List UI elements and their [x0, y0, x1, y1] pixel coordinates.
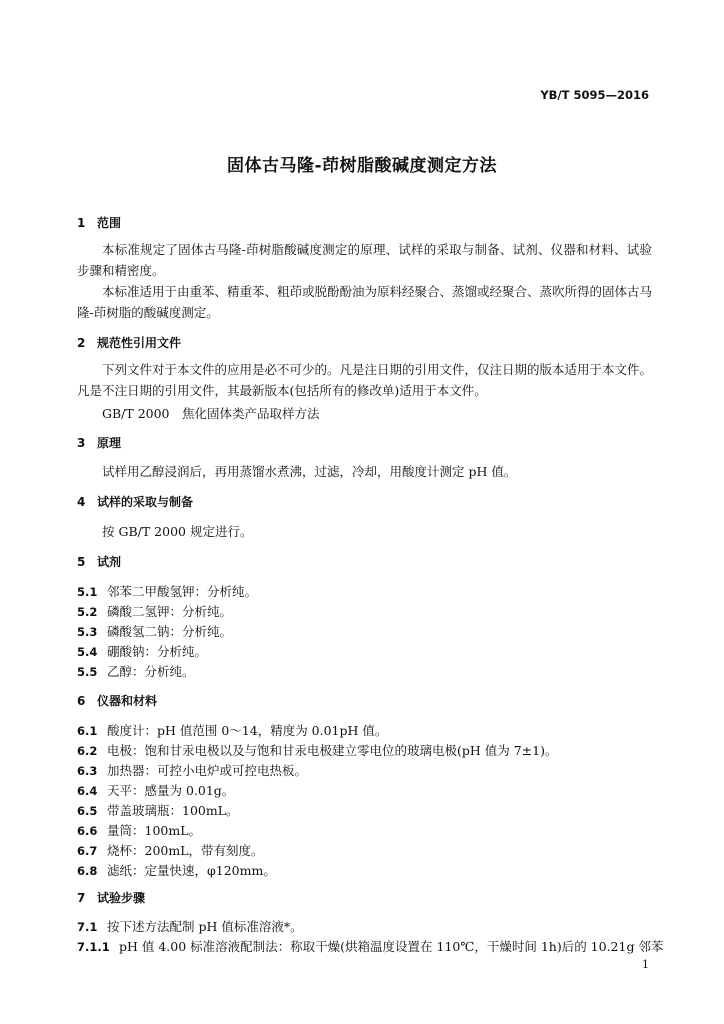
item-text: 滤纸：定量快速，φ120mm。: [107, 863, 276, 878]
list-item: [77, 937, 663, 955]
section-4-paragraph-1: 按 GB/T 2000 规定进行。: [102, 524, 253, 539]
list-item: [77, 821, 201, 839]
item-text: 酸度计：pH 值范围 0～14，精度为 0.01pH 值。: [107, 723, 388, 738]
item-number: 5.1: [77, 585, 98, 599]
section-title: 规范性引用文件: [97, 336, 182, 350]
list-item: [77, 761, 307, 779]
item-text: 邻苯二甲酸氢钾：分析纯。: [107, 584, 258, 599]
section-title: 范围: [97, 216, 122, 230]
item-text: 磷酸氢二钠：分析纯。: [107, 624, 233, 639]
list-item: [77, 781, 234, 799]
list-item: [77, 662, 195, 680]
item-number: 5.2: [77, 605, 98, 619]
section-number: 1: [77, 216, 86, 230]
item-number: 5.3: [77, 625, 98, 639]
item-number: 7.1.1: [77, 940, 110, 954]
list-item: [77, 917, 303, 935]
item-number: 6.5: [77, 804, 98, 818]
section-5-heading: [77, 553, 121, 570]
list-item: [77, 602, 232, 620]
section-3-heading: [77, 434, 121, 451]
item-text: 量筒：100mL。: [107, 823, 202, 838]
section-title: 试验步骤: [97, 891, 146, 905]
section-2-paragraph-1: 下列文件对于本文件的应用是必不可少的。凡是注日期的引用文件，仅注日期的版本适用于本文件。凡是不注日期的引用文件，其最新版本(包括所有的修改单)适用于本文件。: [77, 362, 653, 398]
item-text: 乙醇：分析纯。: [107, 664, 195, 679]
item-number: 5.5: [77, 665, 98, 679]
item-text: 磷酸二氢钾：分析纯。: [107, 604, 233, 619]
standard-number: YB/T 5095—2016: [540, 88, 649, 102]
item-text: 硼酸钠：分析纯。: [107, 644, 208, 659]
item-number: 5.4: [77, 645, 98, 659]
section-number: 3: [77, 436, 86, 450]
section-1-heading: [77, 214, 121, 231]
section-title: 试剂: [97, 555, 122, 569]
section-2-heading: [77, 334, 181, 351]
item-text: 天平：感量为 0.01g。: [107, 783, 235, 798]
item-text: 电极：饱和甘汞电极以及与饱和甘汞电极建立零电位的玻璃电极(pH 值为 7±1)。: [107, 743, 558, 758]
section-title: 原理: [97, 436, 122, 450]
item-number: 6.1: [77, 724, 98, 738]
section-4-heading: [77, 493, 193, 510]
section-3-paragraph-1: 试样用乙醇浸润后，再用蒸馏水煮沸，过滤，冷却，用酸度计测定 pH 值。: [102, 464, 517, 479]
list-item: [77, 861, 276, 879]
document-title: 固体古马隆-茚树脂酸碱度测定方法: [226, 156, 498, 176]
item-number: 6.4: [77, 784, 98, 798]
section-number: 6: [77, 694, 86, 708]
list-item: [77, 741, 557, 759]
item-text: 烧杯：200mL，带有刻度。: [107, 843, 264, 858]
section-title: 仪器和材料: [97, 694, 158, 708]
list-item: [77, 622, 232, 640]
section-number: 7: [77, 891, 86, 905]
list-item: [77, 801, 239, 819]
list-item: [77, 721, 387, 739]
section-1-paragraph-1: 本标准规定了固体古马隆-茚树脂酸碱度测定的原理、试样的采取与制备、试剂、仪器和材料、试验步骤和精密度。: [77, 242, 652, 278]
section-7-heading: [77, 889, 145, 906]
item-text: 加热器：可控小电炉或可控电热板。: [107, 763, 308, 778]
page-number: 1: [642, 958, 649, 971]
item-number: 6.2: [77, 744, 98, 758]
item-number: 6.7: [77, 844, 98, 858]
section-6-heading: [77, 692, 157, 709]
section-number: 4: [77, 495, 86, 509]
section-number: 2: [77, 336, 86, 350]
section-number: 5: [77, 555, 86, 569]
section-title: 试样的采取与制备: [97, 495, 194, 509]
list-item: [77, 841, 264, 859]
item-text: 按下述方法配制 pH 值标准溶液*。: [107, 919, 303, 934]
item-number: 6.6: [77, 824, 98, 838]
list-item: [77, 582, 257, 600]
normative-reference: GB/T 2000 焦化固体类产品取样方法: [102, 406, 320, 421]
item-text: pH 值 4.00 标准溶液配制法：称取干燥(烘箱温度设置在 110℃，干燥时间 1h)后的 10.21g 邻苯: [119, 939, 664, 954]
section-1-paragraph-2: 本标准适用于由重苯、精重苯、粗茚或脱酚酚油为原料经聚合、蒸馏或经聚合、蒸吹所得的固体古马隆-茚树脂的酸碱度测定。: [77, 284, 653, 320]
item-number: 7.1: [77, 920, 98, 934]
item-number: 6.3: [77, 764, 98, 778]
item-text: 带盖玻璃瓶：100mL。: [107, 803, 239, 818]
list-item: [77, 642, 207, 660]
item-number: 6.8: [77, 864, 98, 878]
